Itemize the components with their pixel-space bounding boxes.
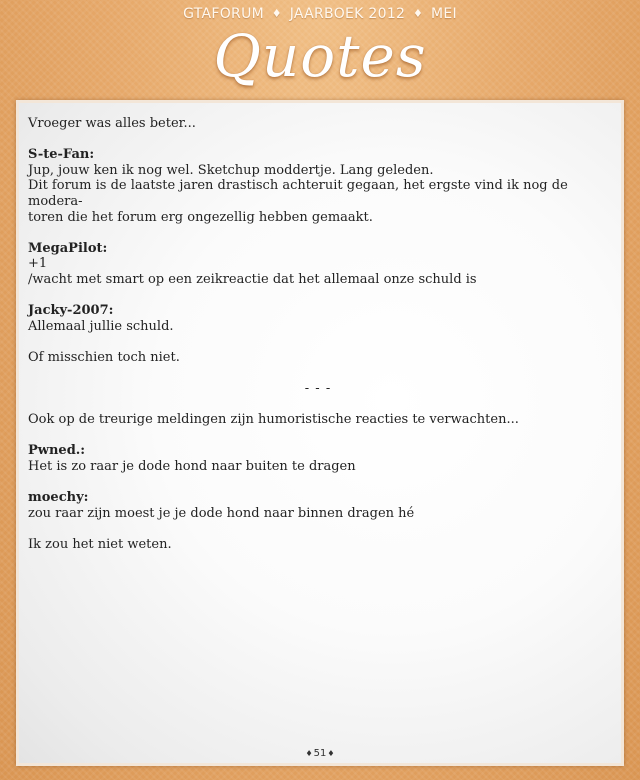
page-number: 51 (313, 748, 327, 759)
quote-author: Pwned.: (28, 443, 86, 459)
quote-text: zou raar zijn moest je je dode hond naar binnen dragen hé (28, 505, 415, 521)
quote-block (28, 490, 608, 521)
quote-text: Dit forum is de laatste jaren drastisch achteruit gegaan, het ergste vind ik nog de modera- (28, 178, 568, 209)
quote-author: S-te-Fan: (28, 147, 95, 163)
intro-text: Ook op de treurige meldingen zijn humoristische reacties te verwachten... (28, 412, 519, 428)
content-panel (16, 100, 624, 766)
quote-text: Allemaal jullie schuld. (28, 318, 174, 334)
quote-author: MegaPilot: (28, 240, 108, 256)
header-separator: ♦ (271, 7, 282, 20)
quote-text: +1 (28, 256, 48, 272)
quote-block (28, 443, 608, 474)
page-footer (0, 748, 640, 759)
header-month: MEI (430, 6, 457, 22)
diamond-icon: ♦ (327, 749, 335, 758)
header-separator: ♦ (413, 7, 424, 20)
quote-text: /wacht met smart op een zeikreactie dat het allemaal onze schuld is (28, 271, 477, 287)
diamond-icon: ♦ (305, 749, 313, 758)
intro-text: Vroeger was alles beter... (28, 116, 196, 131)
quote-block (28, 303, 608, 334)
quote-author: Jacky-2007: (28, 303, 114, 319)
quotes-content (28, 116, 608, 568)
section-logo: Quotes (213, 22, 427, 90)
quote-text: Het is zo raar je dode hond naar buiten te dragen (28, 459, 356, 475)
section-divider: - - - (304, 381, 332, 397)
header-yearbook: JAARBOEK 2012 (289, 6, 406, 22)
quote-text: Jup, jouw ken ik nog wel. Sketchup moddertje. Lang geleden. (28, 162, 434, 178)
quote-block (28, 147, 608, 225)
quote-block (28, 241, 608, 288)
header-forum-name: GTAFORUM (183, 6, 264, 22)
quote-text: toren die het forum erg ongezellig hebben gemaakt. (28, 209, 373, 225)
comment-text: Of misschien toch niet. (28, 349, 180, 365)
quote-author: moechy: (28, 490, 89, 506)
comment-text: Ik zou het niet weten. (28, 537, 172, 553)
